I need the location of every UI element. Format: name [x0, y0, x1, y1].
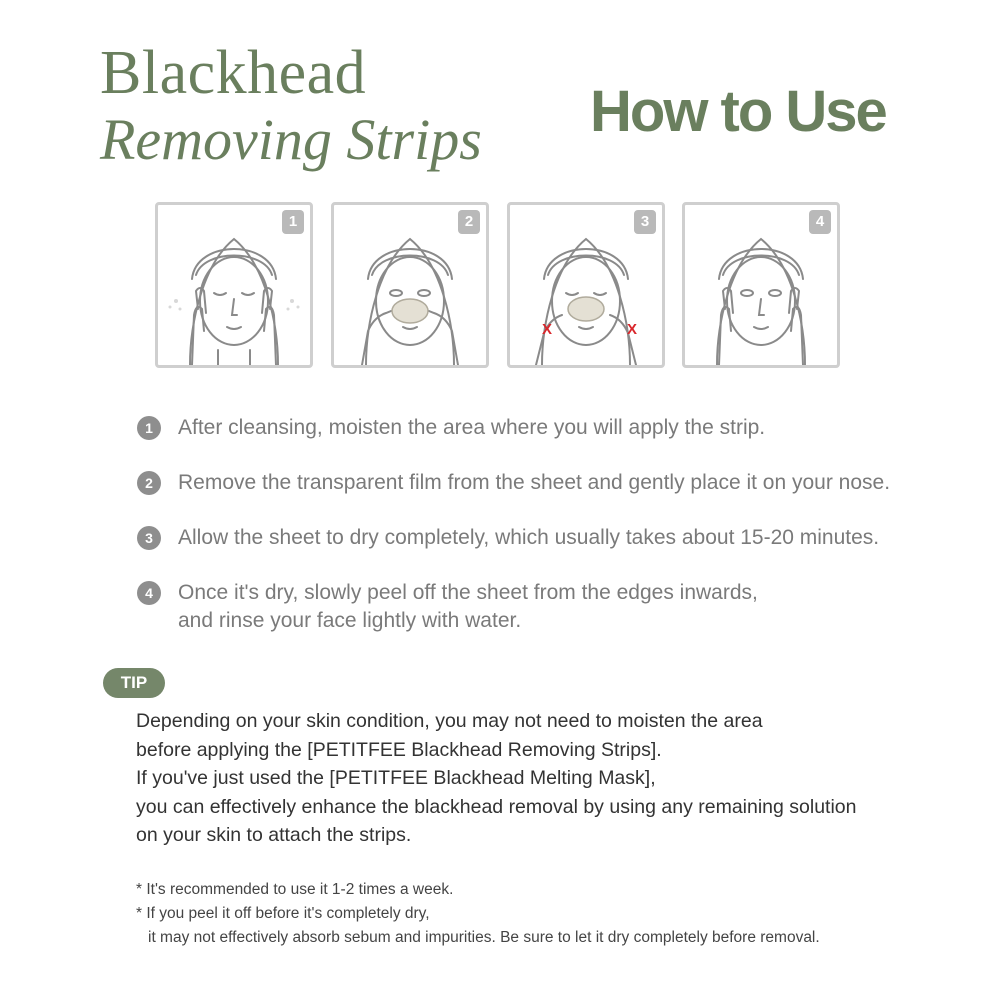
step-illustration-4	[682, 202, 840, 368]
warning-x-mark: X	[542, 321, 553, 338]
step-number-badge: 4	[809, 210, 831, 234]
step-number-badge: 2	[458, 210, 480, 234]
step-number-circle: 4	[137, 581, 161, 605]
section-title: How to Use	[590, 79, 886, 144]
tip-text	[136, 707, 857, 850]
step-illustration-2	[331, 202, 489, 368]
tip-line: you can effectively enhance the blackhead removal by using any remaining solution	[136, 795, 857, 818]
step-text: Once it's dry, slowly peel off the sheet from the edges inwards,	[178, 581, 758, 604]
footnotes	[136, 878, 820, 950]
step-text-continued: and rinse your face lightly with water.	[178, 609, 522, 632]
footnote-continued: it may not effectively absorb sebum and impurities. Be sure to let it dry completely before removal.	[148, 929, 820, 946]
tip-line: on your skin to attach the strips.	[136, 824, 412, 846]
step-number-circle: 2	[137, 471, 161, 495]
step-text: Remove the transparent film from the sheet and gently place it on your nose.	[178, 471, 891, 494]
tip-line: Depending on your skin condition, you may not need to moisten the area	[136, 710, 763, 732]
product-title-line1: Blackhead	[100, 39, 367, 107]
step-illustration-3	[507, 202, 665, 368]
step-number-circle: 3	[137, 526, 161, 550]
warning-x-mark: X	[627, 321, 638, 338]
tip-badge: TIP	[103, 668, 165, 698]
step-number-badge: 1	[282, 210, 304, 234]
footnote: * If you peel it off before it's completely dry,	[136, 905, 430, 922]
product-title-line2: Removing Strips	[100, 107, 482, 172]
step-text: After cleansing, moisten the area where you will apply the strip.	[178, 416, 766, 439]
step-illustration-1	[155, 202, 313, 368]
step-number-badge: 3	[634, 210, 656, 234]
tip-line: before applying the [PETITFEE Blackhead Removing Strips].	[136, 738, 662, 761]
footnote: * It's recommended to use it 1-2 times a week.	[136, 881, 454, 898]
step-text: Allow the sheet to dry completely, which usually takes about 15-20 minutes.	[178, 526, 880, 549]
step-number-circle: 1	[137, 416, 161, 440]
tip-line: If you've just used the [PETITFEE Blackhead Melting Mask],	[136, 767, 656, 789]
